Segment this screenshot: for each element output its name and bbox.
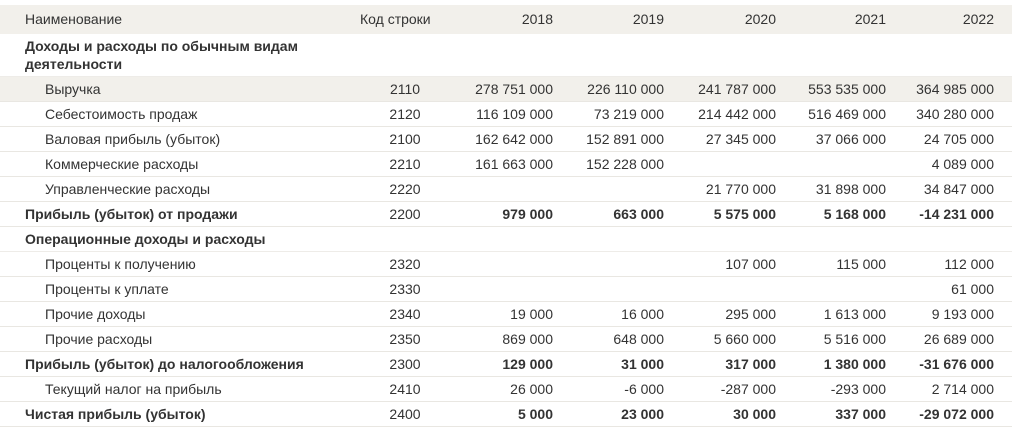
row-code: 2400 (389, 406, 421, 422)
row-name: Управленческие расходы (45, 181, 211, 197)
row-value-2020 (682, 34, 794, 77)
col-header-2018: 2018 (460, 5, 571, 34)
row-value-2018: 162 642 000 (475, 131, 553, 147)
row-value-2018: 278 751 000 (460, 77, 571, 102)
row-value-2018: 869 000 (502, 331, 553, 347)
row-value-2021: 115 000 (836, 256, 886, 272)
row-value-2019: 663 000 (613, 206, 664, 222)
col-header-2022: 2022 (904, 5, 1012, 34)
row-value-2020: 5 660 000 (713, 331, 776, 347)
row-value-2022 (904, 34, 1012, 77)
row-value-2021 (794, 34, 904, 77)
row-value-2021 (794, 152, 904, 177)
row-value-2021: -293 000 (830, 381, 886, 397)
row-value-2020: 295 000 (725, 306, 776, 322)
row-value-2019 (571, 34, 682, 77)
row-value-2022: -14 231 000 (919, 206, 994, 222)
table-row (0, 127, 1012, 152)
row-name: Прибыль (убыток) до налогообложения (25, 356, 304, 372)
row-value-2020: -287 000 (720, 381, 776, 397)
row-value-2018: 5 000 (517, 406, 553, 422)
row-value-2020: 5 575 000 (713, 206, 776, 222)
row-value-2019: 152 228 000 (586, 156, 664, 172)
row-code: 2350 (389, 331, 421, 347)
row-value-2020 (682, 152, 794, 177)
row-value-2020: 241 787 000 (682, 77, 794, 102)
row-value-2020: 21 770 000 (705, 181, 776, 197)
table-row (0, 177, 1012, 202)
total-row (0, 402, 1012, 427)
row-value-2018: 979 000 (502, 206, 553, 222)
financial-table (0, 5, 1012, 427)
table-row (0, 152, 1012, 177)
row-value-2019: 16 000 (621, 306, 664, 322)
row-value-2020: 317 000 (725, 356, 776, 372)
table-row (0, 77, 1012, 102)
row-value-2018: 116 109 000 (476, 106, 553, 122)
row-value-2022: 2 714 000 (931, 381, 994, 397)
row-value-2022 (904, 227, 1012, 252)
row-code: 2100 (389, 131, 421, 147)
row-name: Прочие доходы (45, 306, 146, 322)
row-name: Операционные доходы и расходы (25, 231, 266, 247)
row-code (350, 34, 460, 77)
row-value-2020 (682, 227, 794, 252)
row-code: 2300 (389, 356, 421, 372)
row-name: Прочие расходы (45, 331, 153, 347)
row-code: 2320 (389, 256, 421, 272)
row-value-2019 (571, 227, 682, 252)
row-value-2020: 30 000 (733, 406, 776, 422)
row-value-2021: 1 380 000 (823, 356, 886, 372)
row-name: Доходы и расходы по обычным видам деятельности (25, 38, 298, 72)
table-body (0, 34, 1012, 427)
row-name: Валовая прибыль (убыток) (45, 131, 221, 147)
row-value-2022: -29 072 000 (919, 406, 994, 422)
col-header-2019: 2019 (571, 5, 682, 34)
row-value-2022: 9 193 000 (931, 306, 994, 322)
row-value-2020: 107 000 (725, 256, 776, 272)
row-value-2019: 152 891 000 (586, 131, 664, 147)
col-header-2020: 2020 (682, 5, 794, 34)
row-value-2022: 24 705 000 (923, 131, 994, 147)
row-value-2021: 37 066 000 (815, 131, 886, 147)
section-row (0, 227, 1012, 252)
row-name: Чистая прибыль (убыток) (25, 406, 206, 422)
row-value-2021: 337 000 (835, 406, 886, 422)
row-value-2022: 61 000 (951, 281, 994, 297)
row-value-2019 (571, 277, 682, 302)
row-name: Проценты к получению (45, 256, 196, 272)
row-value-2022: 26 689 000 (923, 331, 994, 347)
row-value-2020 (682, 277, 794, 302)
total-row (0, 352, 1012, 377)
row-value-2021 (794, 227, 904, 252)
row-value-2020: 27 345 000 (705, 131, 776, 147)
row-value-2021: 5 168 000 (823, 206, 886, 222)
row-name: Выручка (0, 77, 350, 102)
row-value-2019: 31 000 (621, 356, 664, 372)
row-code: 2330 (389, 281, 421, 297)
row-name: Коммерческие расходы (45, 156, 199, 172)
row-code (350, 227, 460, 252)
row-value-2022: 34 847 000 (923, 181, 994, 197)
row-value-2019: 648 000 (613, 331, 664, 347)
row-value-2019 (571, 252, 682, 277)
row-code: 2410 (389, 381, 421, 397)
row-value-2022: 112 000 (944, 256, 994, 272)
row-value-2018 (460, 252, 571, 277)
table-header-row (0, 5, 1012, 34)
table-row (0, 327, 1012, 352)
row-code: 2210 (389, 156, 421, 172)
table-row (0, 102, 1012, 127)
row-value-2018 (460, 34, 571, 77)
row-value-2021: 516 469 000 (808, 106, 886, 122)
row-value-2018 (460, 227, 571, 252)
row-value-2021 (794, 277, 904, 302)
row-code: 2220 (389, 181, 421, 197)
col-header-2021: 2021 (794, 5, 904, 34)
row-value-2019 (571, 177, 682, 202)
col-header-code: Код строки (350, 5, 460, 34)
table-row (0, 252, 1012, 277)
row-value-2022: 340 280 000 (916, 106, 994, 122)
row-value-2018: 129 000 (502, 356, 553, 372)
row-name: Проценты к уплате (45, 281, 169, 297)
col-header-name: Наименование (0, 5, 350, 34)
row-value-2022: -31 676 000 (919, 356, 994, 372)
row-value-2018 (460, 177, 571, 202)
row-value-2021: 31 898 000 (815, 181, 886, 197)
row-name: Прибыль (убыток) от продажи (25, 206, 238, 222)
row-code: 2340 (389, 306, 421, 322)
table-row (0, 277, 1012, 302)
row-code: 2120 (389, 106, 421, 122)
row-value-2018 (460, 277, 571, 302)
row-value-2021: 553 535 000 (794, 77, 904, 102)
row-value-2018: 161 663 000 (475, 156, 553, 172)
total-row (0, 202, 1012, 227)
row-value-2019: 23 000 (621, 406, 664, 422)
section-row (0, 34, 1012, 77)
row-value-2021: 1 613 000 (823, 306, 886, 322)
row-value-2021: 5 516 000 (823, 331, 886, 347)
row-code: 2200 (389, 206, 421, 222)
table-row (0, 377, 1012, 402)
row-value-2020: 214 442 000 (698, 106, 776, 122)
row-code: 2110 (350, 77, 460, 102)
row-value-2018: 19 000 (510, 306, 553, 322)
row-value-2019: 226 110 000 (571, 77, 682, 102)
row-value-2019: 73 219 000 (593, 106, 664, 122)
row-name: Текущий налог на прибыль (45, 381, 222, 397)
row-value-2022: 364 985 000 (904, 77, 1012, 102)
row-value-2022: 4 089 000 (931, 156, 994, 172)
row-name: Себестоимость продаж (45, 106, 198, 122)
row-value-2019: -6 000 (624, 381, 664, 397)
row-value-2018: 26 000 (510, 381, 553, 397)
table-row (0, 302, 1012, 327)
